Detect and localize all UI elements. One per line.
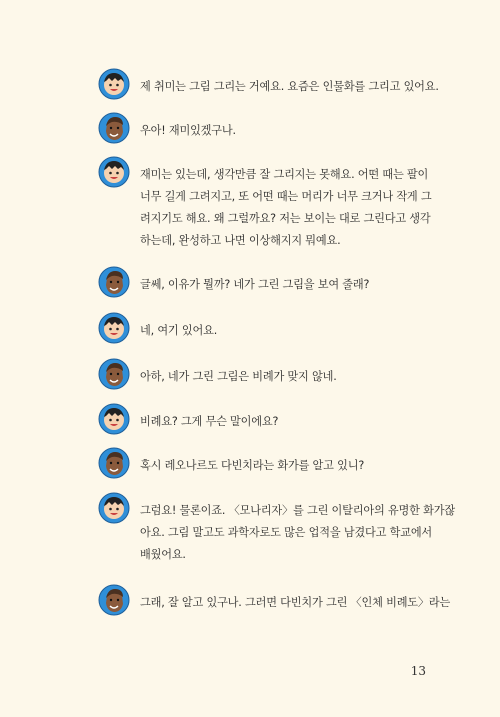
dialogue-text: 네, 여기 있어요. [140, 324, 218, 337]
dialogue-text: 너무 길게 그려지고, 또 어떤 때는 머리가 너무 크거나 작게 그 [140, 190, 432, 203]
dialogue-line-teacher [100, 455, 440, 477]
dialogue-text: 재미는 있는데, 생각만큼 잘 그리지는 못해요. 어떤 때는 팔이 [140, 168, 429, 181]
dialogue-line-teacher [100, 274, 440, 296]
dialogue-line-boy [100, 320, 440, 342]
teacher-avatar-icon [98, 447, 130, 479]
dialogue-text: 려지기도 해요. 왜 그럴까요? 저는 보이는 대로 그린다고 생각 [140, 212, 431, 225]
boy-avatar-icon [98, 492, 130, 524]
teacher-avatar-icon [98, 584, 130, 616]
teacher-avatar-icon [98, 112, 130, 144]
dialogue-line-boy [100, 500, 455, 566]
dialogue-text: 아요. 그림 말고도 과학자로도 많은 업적을 남겼다고 학교에서 [140, 526, 433, 539]
boy-avatar-icon [98, 403, 130, 435]
dialogue-text: 제 취미는 그림 그리는 거예요. 요즘은 인물화를 그리고 있어요. [140, 80, 439, 93]
dialogue-line-boy [100, 76, 440, 98]
dialogue-line-teacher [100, 120, 440, 142]
dialogue-text: 그럼요! 물론이죠. 〈모나리자〉를 그린 이탈리아의 유명한 화가잖 [140, 504, 455, 517]
dialogue-text: 하는데, 완성하고 나면 이상해지지 뭐예요. [140, 234, 341, 247]
boy-avatar-icon [98, 312, 130, 344]
teacher-avatar-icon [98, 358, 130, 390]
dialogue-text: 글쎄, 이유가 뭘까? 네가 그린 그림을 보여 줄래? [140, 278, 370, 291]
dialogue-line-boy [100, 164, 440, 252]
dialogue-text: 혹시 레오나르도 다빈치라는 화가를 알고 있니? [140, 459, 365, 472]
dialogue-line-boy [100, 411, 440, 433]
page-number: 13 [410, 664, 426, 678]
dialogue-text: 우아! 재미있겠구나. [140, 124, 236, 137]
dialogue-text: 그래, 잘 알고 있구나. 그러면 다빈치가 그린 〈인체 비례도〉라는 [140, 596, 451, 609]
dialogue-text: 아하, 네가 그린 그림은 비례가 맞지 않네. [140, 370, 337, 383]
dialogue-line-teacher [100, 592, 451, 614]
teacher-avatar-icon [98, 266, 130, 298]
dialogue-line-teacher [100, 366, 440, 388]
dialogue-text: 비례요? 그게 무슨 말이에요? [140, 415, 279, 428]
dialogue-text: 배웠어요. [140, 548, 186, 561]
boy-avatar-icon [98, 156, 130, 188]
boy-avatar-icon [98, 68, 130, 100]
